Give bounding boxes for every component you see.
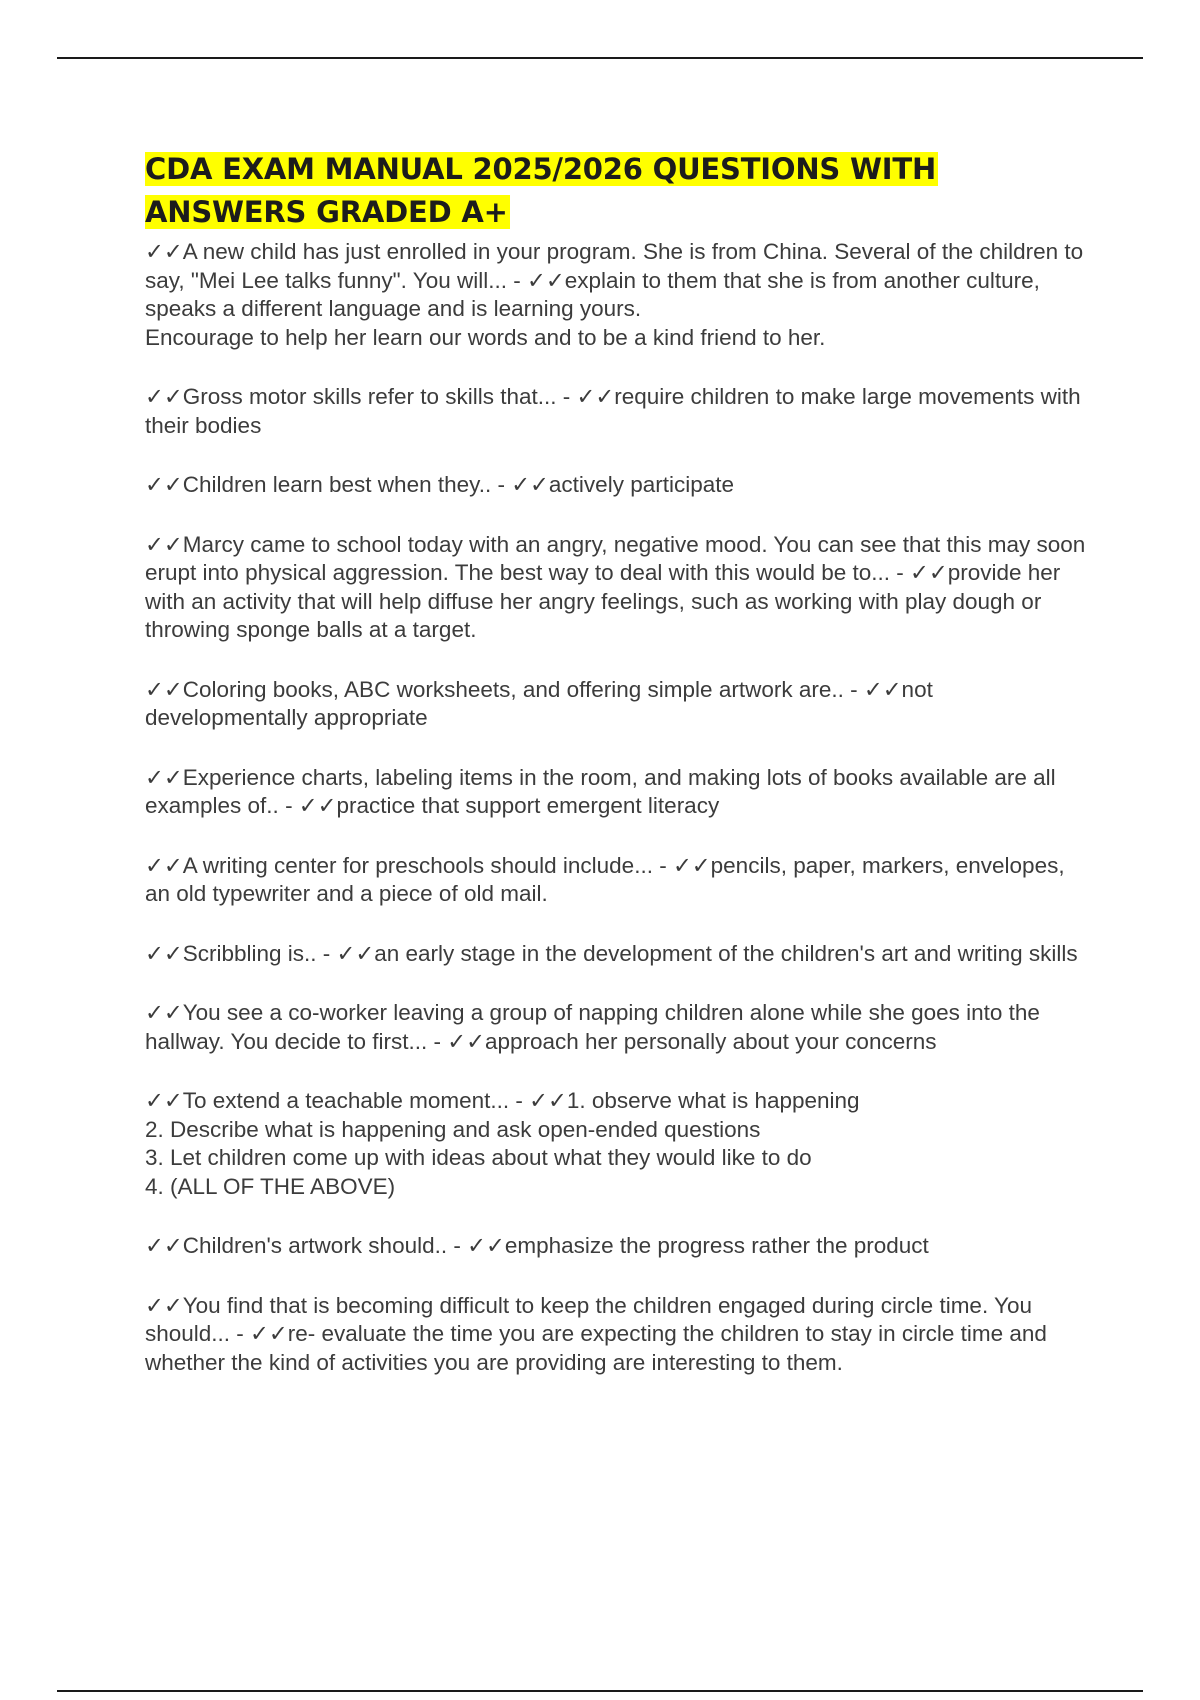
header-rule bbox=[57, 57, 1143, 59]
qa-item-5: ✓✓Coloring books, ABC worksheets, and offering simple artwork are.. - ✓✓not developmentally appropriate bbox=[145, 676, 933, 730]
qa-item-10: ✓✓To extend a teachable moment... - ✓✓1. observe what is happening 2. Describe what is happening and ask open-ended questions 3. Let children come up with ideas about what they would like to do 4. (ALL OF THE ABOVE) bbox=[145, 1088, 860, 1199]
qa-item-6: ✓✓Experience charts, labeling items in the room, and making lots of books available are all examples of.. - ✓✓practice that support emergent literacy bbox=[145, 764, 1056, 818]
document-title bbox=[145, 148, 1095, 234]
footer-rule bbox=[57, 1690, 1143, 1692]
qa-item-2: ✓✓Gross motor skills refer to skills that... - ✓✓require children to make large movements with their bodies bbox=[145, 384, 1081, 438]
document-title-text: CDA EXAM MANUAL 2025/2026 QUESTIONS WITH ANSWERS GRADED A+ bbox=[145, 152, 937, 229]
document-body bbox=[145, 148, 1095, 1408]
qa-item-8: ✓✓Scribbling is.. - ✓✓an early stage in the development of the children's art and writing skills bbox=[145, 940, 1078, 966]
qa-item-3: ✓✓Children learn best when they.. - ✓✓actively participate bbox=[145, 472, 734, 497]
qa-item-1: ✓✓A new child has just enrolled in your program. She is from China. Several of the children to say, "Mei Lee talks funny". You will... - ✓✓explain to them that she is from another culture, speaks a different language and is learning yours. Encourage to help her learn our words and to be a kind friend to her. bbox=[145, 239, 1084, 350]
qa-item-7: ✓✓A writing center for preschools should include... - ✓✓pencils, paper, markers, envelopes, an old typewriter and a piece of old mail. bbox=[145, 852, 1065, 906]
qa-item-4: ✓✓Marcy came to school today with an angry, negative mood. You can see that this may soon erupt into physical aggression. The best way to deal with this would be to... - ✓✓provide her with an activity that will help diffuse her angry feelings, such as working with play dough or throwing sponge balls at a target. bbox=[145, 531, 1086, 642]
qa-item-11: ✓✓Children's artwork should.. - ✓✓emphasize the progress rather the product bbox=[145, 1233, 929, 1258]
qa-item-9: ✓✓You see a co-worker leaving a group of napping children alone while she goes into the hallway. You decide to first... - ✓✓approach her personally about your concerns bbox=[145, 1000, 1040, 1054]
qa-item-12: ✓✓You find that is becoming difficult to keep the children engaged during circle time. You should... - ✓✓re- evaluate the time you are expecting the children to stay in circle time and whether the kind of activities you are providing are interesting to them. bbox=[145, 1292, 1047, 1375]
